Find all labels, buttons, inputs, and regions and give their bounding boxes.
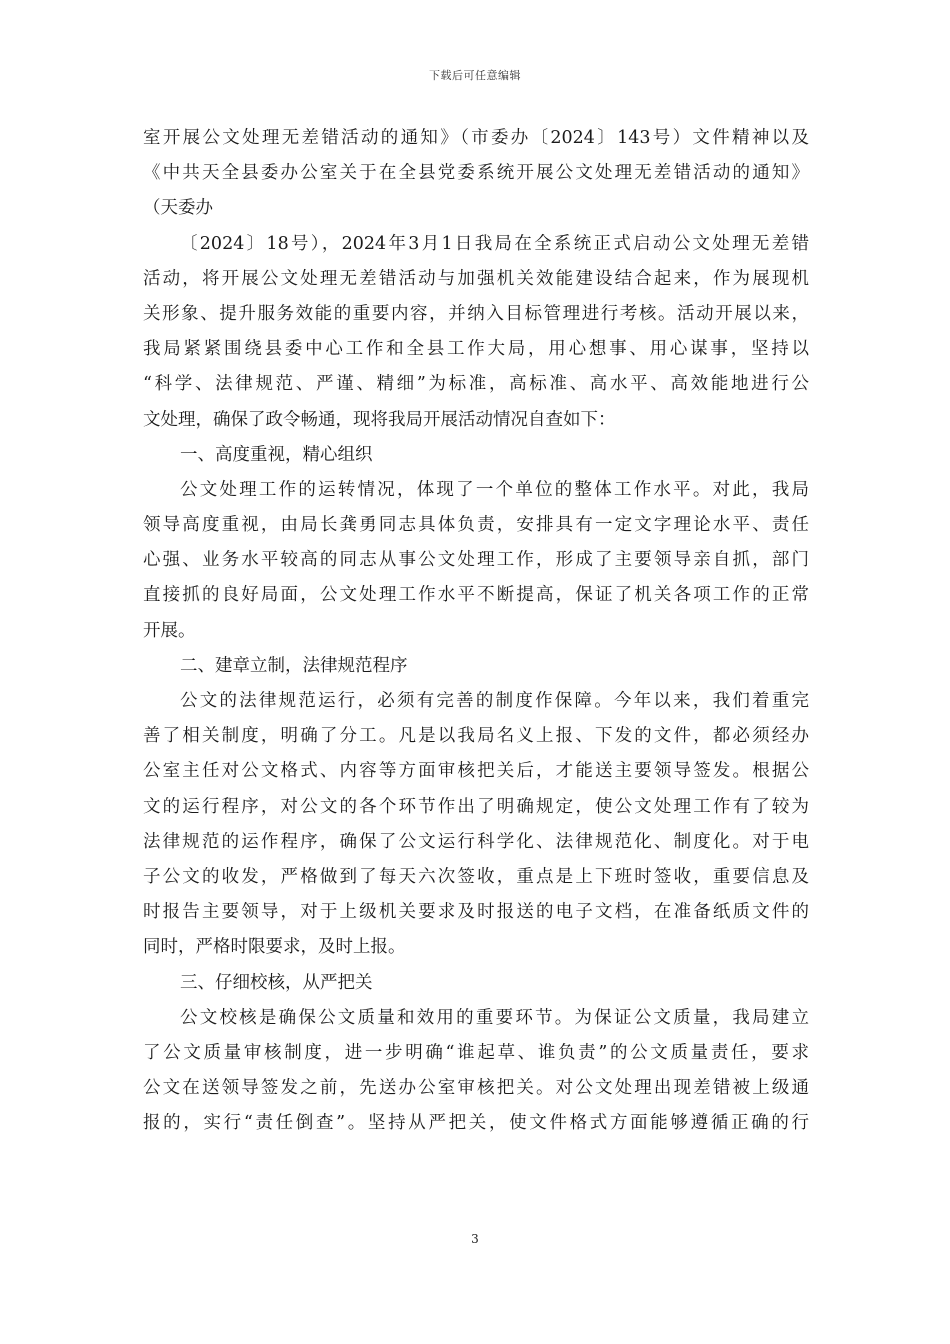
section-heading: 二、建章立制，法律规范程序: [180, 655, 408, 676]
text-line: 了公文质量审核制度，进一步明确“谁起草、谁负责”的公文质量责任，要求: [143, 1042, 809, 1063]
text-line: 报的，实行“责任倒查”。坚持从严把关，使文件格式方面能够遵循正确的行: [143, 1113, 809, 1134]
page-header: 下载后可任意编辑: [429, 69, 521, 82]
text-line: 直接抓的良好局面，公文处理工作水平不断提高，保证了机关各项工作的正常: [143, 585, 809, 606]
text-line: 活动，将开展公文处理无差错活动与加强机关效能建设结合起来，作为展现机: [143, 268, 809, 289]
text-line: 开展。: [143, 620, 196, 641]
document-body: [143, 121, 809, 1141]
text-line: 室开展公文处理无差错活动的通知》（市委办〔2024〕143号）文件精神以及: [143, 128, 809, 148]
text-line: 公室主任对公文格式、内容等方面审核把关后，才能送主要领导签发。根据公: [143, 761, 809, 782]
text-line: 领导高度重视，由局长龚勇同志具体负责，安排具有一定文字理论水平、责任: [143, 515, 809, 536]
text-line: 文处理，确保了政令畅通，现将我局开展活动情况自查如下：: [143, 409, 616, 430]
text-line: （天委办: [143, 198, 213, 219]
text-line: 关形象、提升服务效能的重要内容，并纳入目标管理进行考核。活动开展以来，: [143, 303, 809, 324]
text-line: 时报告主要领导，对于上级机关要求及时报送的电子文档，在准备纸质文件的: [143, 902, 809, 923]
text-line: 公文处理工作的运转情况，体现了一个单位的整体工作水平。对此，我局: [180, 479, 809, 500]
text-line: 子公文的收发，严格做到了每天六次签收，重点是上下班时签收，重要信息及: [143, 866, 809, 887]
text-line: 文的运行程序，对公文的各个环节作出了明确规定，使公文处理工作有了较为: [143, 796, 809, 817]
text-line: 心强、业务水平较高的同志从事公文处理工作，形成了主要领导亲自抓，部门: [143, 550, 809, 571]
text-line: 法律规范的运作程序，确保了公文运行科学化、法律规范化、制度化。对于电: [143, 831, 809, 852]
text-line: 〔2024〕18号），2024年3月1日我局在全系统正式启动公文处理无差错: [180, 233, 809, 254]
section-heading: 一、高度重视，精心组织: [180, 444, 373, 465]
text-line: 《中共天全县委办公室关于在全县党委系统开展公文处理无差错活动的通知》: [143, 163, 809, 184]
text-line: 公文在送领导签发之前，先送办公室审核把关。对公文处理出现差错被上级通: [143, 1078, 809, 1099]
text-line: “科学、法律规范、严谨、精细”为标准，高标准、高水平、高效能地进行公: [143, 374, 809, 395]
section-heading: 三、仔细校核，从严把关: [180, 972, 373, 993]
text-line: 我局紧紧围绕县委中心工作和全县工作大局，用心想事、用心谋事，坚持以: [143, 339, 809, 360]
page-number: 3: [471, 1232, 479, 1246]
text-line: 公文的法律规范运行，必须有完善的制度作保障。今年以来，我们着重完: [180, 691, 809, 711]
text-line: 公文校核是确保公文质量和效用的重要环节。为保证公文质量，我局建立: [180, 1007, 809, 1028]
text-line: 善了相关制度，明确了分工。凡是以我局名义上报、下发的文件，都必须经办: [143, 726, 809, 747]
text-line: 同时，严格时限要求，及时上报。: [143, 937, 406, 958]
